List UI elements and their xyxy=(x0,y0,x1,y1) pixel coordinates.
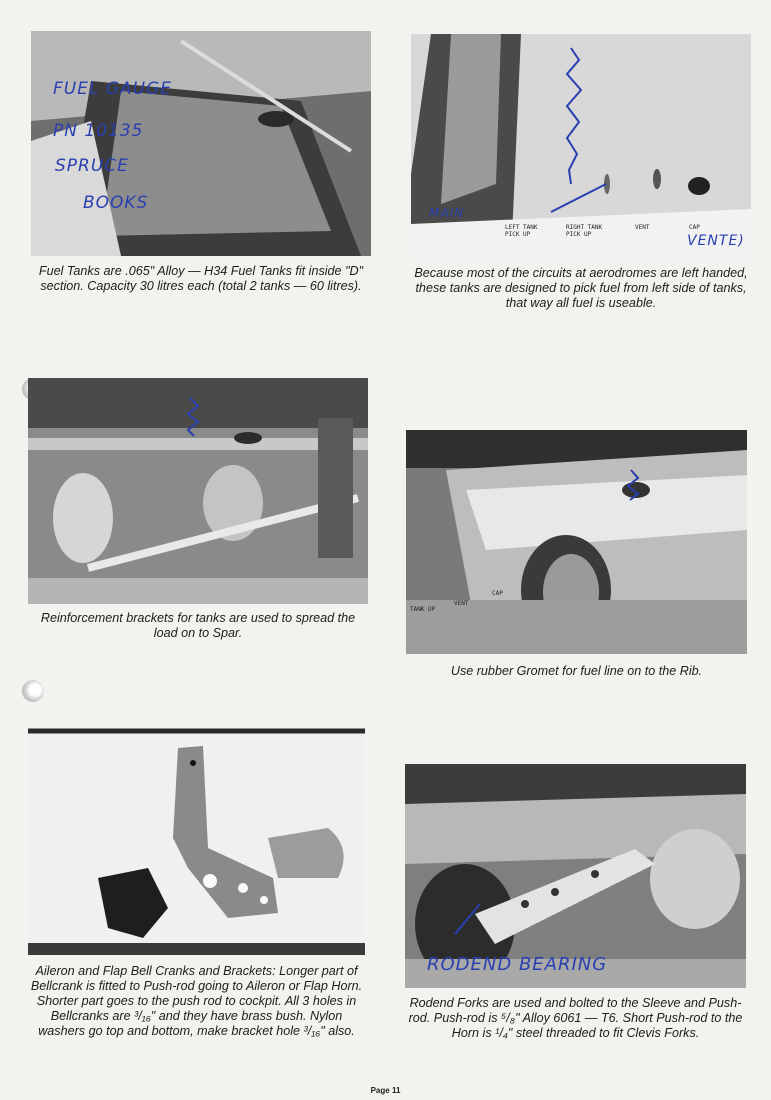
photo-fuel-tanks xyxy=(31,31,371,256)
handwritten-note: VENTE) xyxy=(687,233,745,249)
port-label: VENT xyxy=(635,224,650,231)
page-number: Page 11 xyxy=(370,1086,401,1095)
port-label: CAP xyxy=(492,590,503,597)
caption-fuel-tanks: Fuel Tanks are .065" Alloy — H34 Fuel Tanks fit inside "D" section. Capacity 30 litres each (total 2 tanks — 60 litres). xyxy=(38,264,364,293)
photo-tank-ports xyxy=(411,34,751,260)
handwritten-note: BOOKS xyxy=(83,193,149,213)
caption-reinforcement-brackets: Reinforcement brackets for tanks are used to spread the load on to Spar. xyxy=(40,611,356,640)
handwritten-note: FUEL GAUGE xyxy=(53,79,172,99)
caption-rubber-gromet: Use rubber Gromet for fuel line on to the Rib. xyxy=(450,664,703,678)
handwritten-note: MAIN xyxy=(429,206,465,220)
port-label: CAP xyxy=(689,224,700,231)
hole-punch xyxy=(22,680,44,702)
caption-bell-cranks: Aileron and Flap Bell Cranks and Brackets: Longer part of Bellcrank is fitted to Push-rod going to Aileron or Flap Horn. Shorter part goes to the push rod to cockpit. All 3 holes in Bellcranks are ³/₁₆" and they have brass bush. Nylon washers go top and bottom, make bracket hole ³/₁₆" also. xyxy=(30,964,363,1038)
port-label: TANK UP xyxy=(410,606,436,613)
photo-rodend-forks xyxy=(405,764,746,988)
port-label: RIGHT TANK PICK UP xyxy=(566,224,603,238)
handwritten-note: SPRUCE xyxy=(55,156,129,176)
caption-tank-ports: Because most of the circuits at aerodromes are left handed, these tanks are designed to pick fuel from left side of tanks, that way all fuel is useable. xyxy=(414,266,748,310)
caption-rodend-forks: Rodend Forks are used and bolted to the Sleeve and Push-rod. Push-rod is ⁵/₈" Alloy 6061 — T6. Short Push-rod to the Horn is ¹/₄" steel threaded to fit Clevis Forks. xyxy=(408,996,743,1040)
port-label: LEFT TANK PICK UP xyxy=(505,224,538,238)
port-label: VENT xyxy=(454,600,469,607)
photo-reinforcement-brackets xyxy=(28,378,368,604)
handwritten-note: PN 10135 xyxy=(53,121,144,141)
handwritten-note: RODEND BEARING xyxy=(427,954,608,975)
photo-bell-cranks xyxy=(28,728,365,955)
photo-rubber-gromet xyxy=(406,430,747,654)
